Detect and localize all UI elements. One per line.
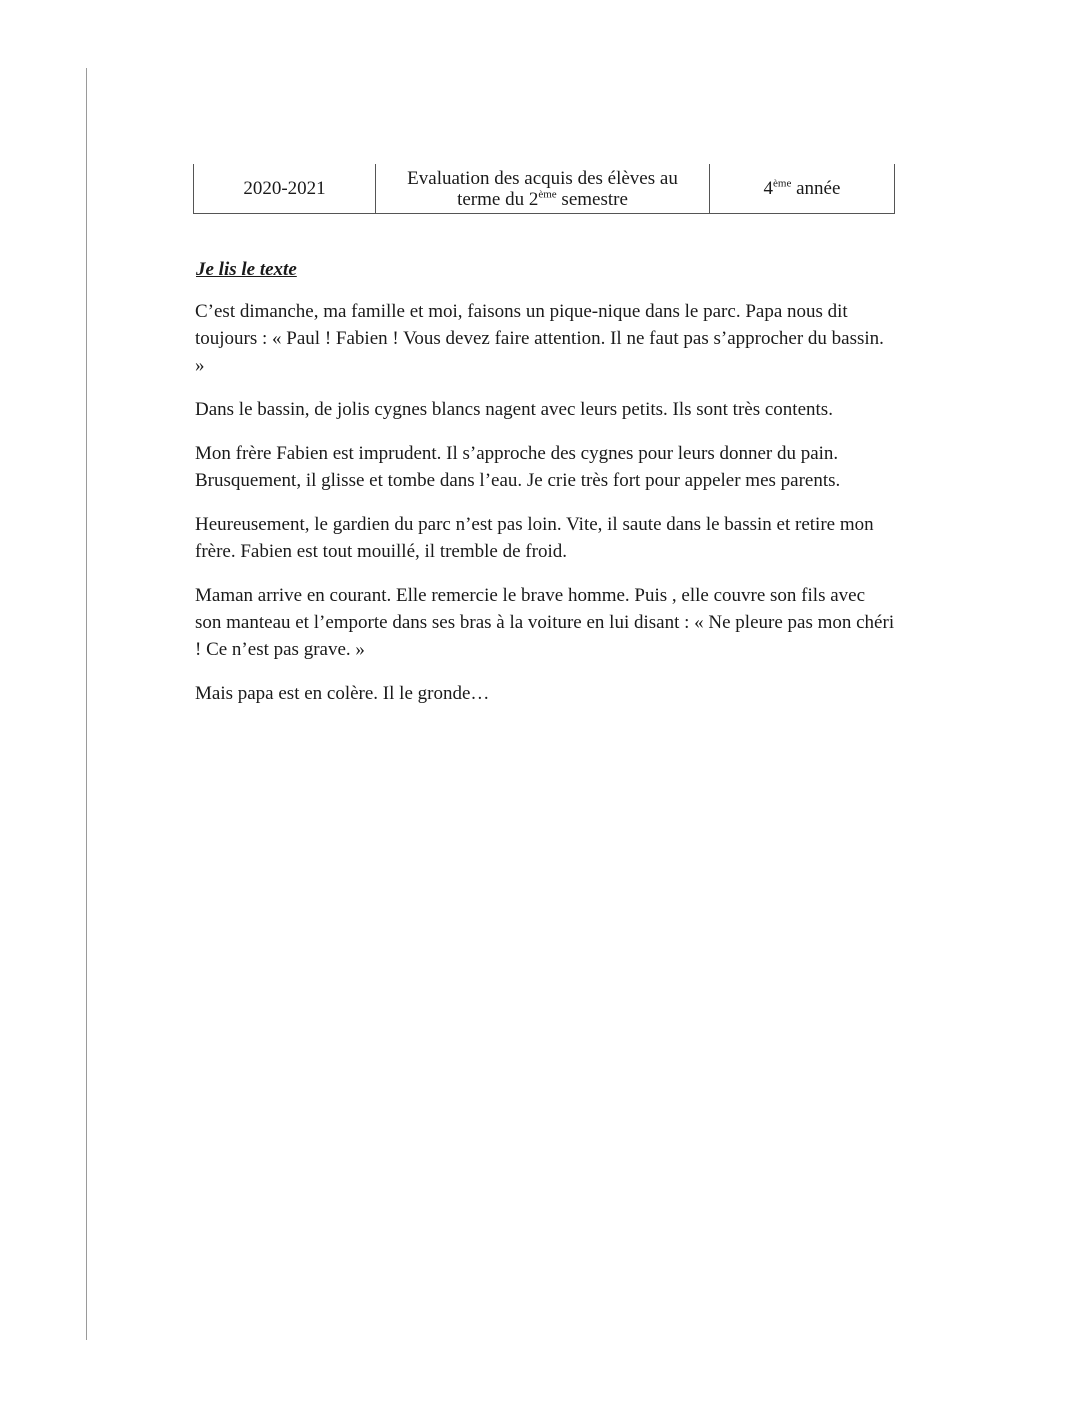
page-edge-line <box>86 68 87 1340</box>
paragraph-3: Mon frère Fabien est imprudent. Il s’approche des cygnes pour leurs donner du pain. Brusquement, il glisse et tombe dans l’eau. Je crie très fort pour appeler mes parents. <box>195 443 841 491</box>
paragraph-6: Mais papa est en colère. Il le gronde… <box>195 683 490 704</box>
header-title-line1: Evaluation des acquis des élèves au <box>407 167 678 189</box>
reading-text <box>195 298 895 724</box>
header-grade-sup: ème <box>773 177 792 190</box>
header-grade-prefix: 4 <box>763 178 774 199</box>
paragraph-2: Dans le bassin, de jolis cygnes blancs nagent avec leurs petits. Ils sont très contents. <box>195 399 833 420</box>
header-title-line2-sup: ème <box>538 188 557 201</box>
header-grade <box>764 178 841 199</box>
section-heading: Je lis le texte <box>196 259 297 280</box>
header-year-cell <box>194 164 376 213</box>
header-grade-suffix: année <box>791 178 841 199</box>
header-table <box>193 164 895 214</box>
header-title-cell <box>376 164 710 213</box>
header-title-line2-suffix: semestre <box>556 188 628 210</box>
header-grade-cell <box>710 164 894 213</box>
header-title-line2-prefix: terme du 2 <box>457 188 539 210</box>
header-title <box>407 168 678 210</box>
paragraph-4: Heureusement, le gardien du parc n’est pas loin. Vite, il saute dans le bassin et retire mon frère. Fabien est tout mouillé, il tremble de froid. <box>195 514 874 562</box>
paragraph-5: Maman arrive en courant. Elle remercie le brave homme. Puis , elle couvre son fils avec son manteau et l’emporte dans ses bras à la voiture en lui disant : « Ne pleure pas mon chéri ! Ce n’est pas grave. » <box>195 585 895 660</box>
header-year: 2020-2021 <box>243 178 326 199</box>
paragraph-1: C’est dimanche, ma famille et moi, faisons un pique-nique dans le parc. Papa nous dit toujours : « Paul ! Fabien ! Vous devez faire attention. Il ne faut pas s’approcher du bassin. » <box>195 301 884 376</box>
